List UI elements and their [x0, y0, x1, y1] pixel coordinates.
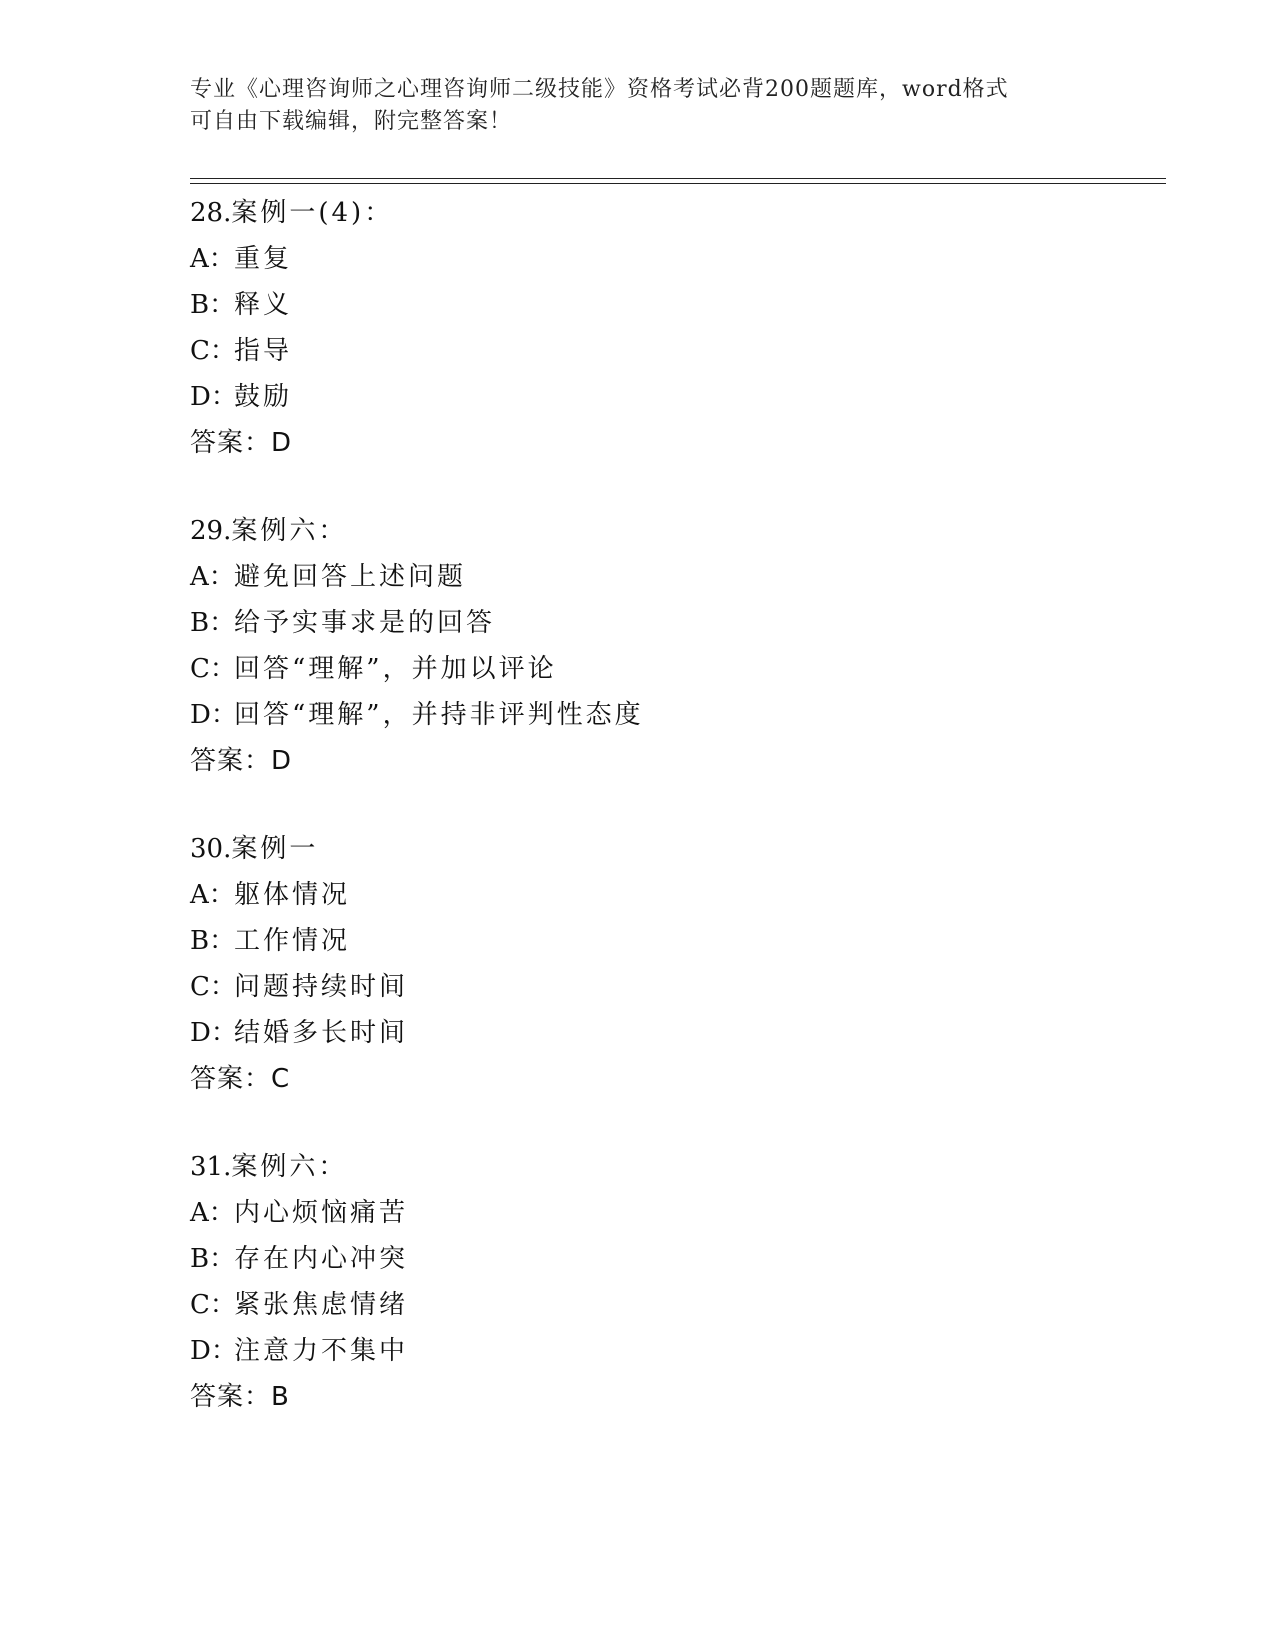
question-31	[190, 1144, 1150, 1420]
question-number: 31.	[190, 1152, 232, 1182]
question-number: 28.	[190, 198, 232, 228]
option-a	[190, 1190, 1150, 1236]
question-stem	[190, 508, 1150, 554]
option-key: C：	[190, 1290, 236, 1320]
option-d	[190, 1328, 1150, 1374]
answer-line: 答案：D	[190, 428, 293, 458]
option-text: 回答“理解”，并加以评论	[234, 654, 557, 684]
header-line-1: 专业《心理咨询师之心理咨询师二级技能》资格考试必背200题题库，word格式	[190, 77, 1009, 102]
option-d	[190, 692, 1150, 738]
option-text: 回答“理解”，并持非评判性态度	[234, 700, 644, 730]
option-text: 结婚多长时间	[234, 1018, 409, 1048]
question-text: 案例六：	[231, 1152, 348, 1182]
header-divider-top	[190, 178, 1166, 179]
question-30	[190, 826, 1150, 1102]
option-text: 避免回答上述问题	[234, 562, 467, 592]
option-key: D：	[190, 700, 237, 730]
answer-line: 答案：B	[190, 1382, 290, 1412]
option-text: 鼓励	[234, 382, 293, 412]
option-text: 存在内心冲突	[234, 1244, 409, 1274]
option-key: D：	[190, 1018, 237, 1048]
option-key: A：	[190, 244, 235, 274]
option-b	[190, 1236, 1150, 1282]
question-number: 30.	[190, 834, 232, 864]
option-key: C：	[190, 654, 236, 684]
option-a	[190, 236, 1150, 282]
option-key: A：	[190, 880, 235, 910]
question-list	[190, 190, 1150, 1462]
option-text: 工作情况	[234, 926, 351, 956]
option-c	[190, 964, 1150, 1010]
question-29	[190, 508, 1150, 784]
option-c	[190, 1282, 1150, 1328]
option-key: B：	[190, 608, 236, 638]
header-line-2: 可自由下载编辑，附完整答案！	[190, 109, 513, 134]
option-text: 问题持续时间	[234, 972, 409, 1002]
question-text: 案例一	[231, 834, 319, 864]
option-text: 内心烦恼痛苦	[234, 1198, 409, 1228]
option-text: 注意力不集中	[234, 1336, 409, 1366]
option-text: 紧张焦虑情绪	[234, 1290, 409, 1320]
question-text: 案例六：	[231, 516, 348, 546]
option-text: 指导	[234, 336, 293, 366]
option-key: C：	[190, 972, 236, 1002]
option-key: C：	[190, 336, 236, 366]
option-key: B：	[190, 926, 236, 956]
option-d	[190, 1010, 1150, 1056]
answer-line: 答案：D	[190, 746, 293, 776]
question-stem	[190, 826, 1150, 872]
option-key: D：	[190, 382, 237, 412]
option-a	[190, 554, 1150, 600]
option-c	[190, 328, 1150, 374]
option-key: B：	[190, 1244, 236, 1274]
option-key: D：	[190, 1336, 237, 1366]
option-b	[190, 282, 1150, 328]
option-text: 释义	[234, 290, 293, 320]
option-d	[190, 374, 1150, 420]
option-text: 躯体情况	[234, 880, 351, 910]
option-text: 重复	[234, 244, 293, 274]
question-stem	[190, 1144, 1150, 1190]
question-28	[190, 190, 1150, 466]
option-key: B：	[190, 290, 236, 320]
header-divider-bottom	[190, 183, 1166, 184]
option-text: 给予实事求是的回答	[234, 608, 496, 638]
question-number: 29.	[190, 516, 232, 546]
option-key: A：	[190, 1198, 235, 1228]
option-b	[190, 600, 1150, 646]
option-c	[190, 646, 1150, 692]
option-key: A：	[190, 562, 235, 592]
question-text: 案例一(4)：	[231, 198, 394, 228]
document-header	[190, 74, 1090, 138]
option-a	[190, 872, 1150, 918]
option-b	[190, 918, 1150, 964]
answer-line: 答案：C	[190, 1064, 291, 1094]
question-stem	[190, 190, 1150, 236]
